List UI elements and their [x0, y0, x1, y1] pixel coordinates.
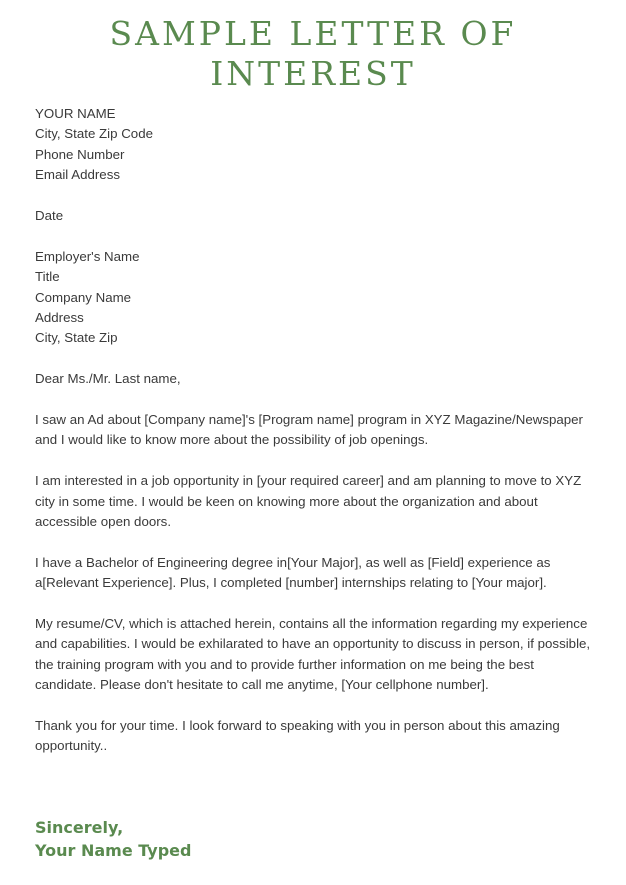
body-paragraph-3: I have a Bachelor of Engineering degree in[Your Major], as well as [Field] experience as a[Relevant Experience]. Plus, I completed [number] internships relating to [Your major].: [35, 554, 551, 591]
title-line-2: INTEREST: [210, 54, 416, 93]
signature: Your Name Typed: [35, 841, 192, 860]
recipient-address: Address: [35, 310, 84, 326]
sender-block: [35, 104, 595, 186]
sender-phone: Phone Number: [35, 146, 125, 162]
spacer: [35, 594, 595, 614]
spacer: [35, 186, 595, 206]
letter-date: Date: [35, 208, 64, 224]
spacer: [35, 349, 595, 369]
recipient-block: [35, 247, 595, 349]
closing-text: Sincerely,: [35, 818, 124, 837]
recipient-company: Company Name: [35, 289, 132, 305]
salutation: Dear Ms./Mr. Last name,: [35, 371, 181, 387]
page-title: [60, 14, 566, 94]
title-line-1: SAMPLE LETTER OF: [109, 14, 517, 53]
spacer: [35, 390, 595, 410]
recipient-name: Employer's Name: [35, 248, 140, 264]
sender-email: Email Address: [35, 167, 120, 183]
sender-name: YOUR NAME: [35, 106, 116, 121]
sender-city: City, State Zip Code: [35, 126, 153, 142]
closing-block: [35, 816, 191, 862]
body-paragraph-1: I saw an Ad about [Company name]'s [Program name] program in XYZ Magazine/Newspaper and I would like to know more about the possibility of job openings.: [35, 412, 583, 448]
spacer: [35, 532, 595, 552]
spacer: [35, 696, 595, 716]
letter-body: [35, 104, 595, 757]
body-paragraph-2: I am interested in a job opportunity in [your required career] and am planning to move to XYZ city in some time. I would be keen on knowing more about the organization and about accessible open doors.: [35, 473, 582, 530]
body-paragraph-4: My resume/CV, which is attached herein, contains all the information regarding my experience and capabilities. I would be exhilarated to have an opportunity to discuss in person, if possible, the training program with you and to provide further information on me being the best candidate. Please don't hesitate to call me anytime, [Your cellphone number].: [35, 616, 591, 693]
spacer: [35, 226, 595, 246]
spacer: [35, 451, 595, 471]
recipient-title: Title: [35, 269, 60, 285]
recipient-city: City, State Zip: [35, 330, 118, 346]
body-paragraph-5: Thank you for your time. I look forward to speaking with you in person about this amazing opportunity..: [35, 718, 560, 754]
